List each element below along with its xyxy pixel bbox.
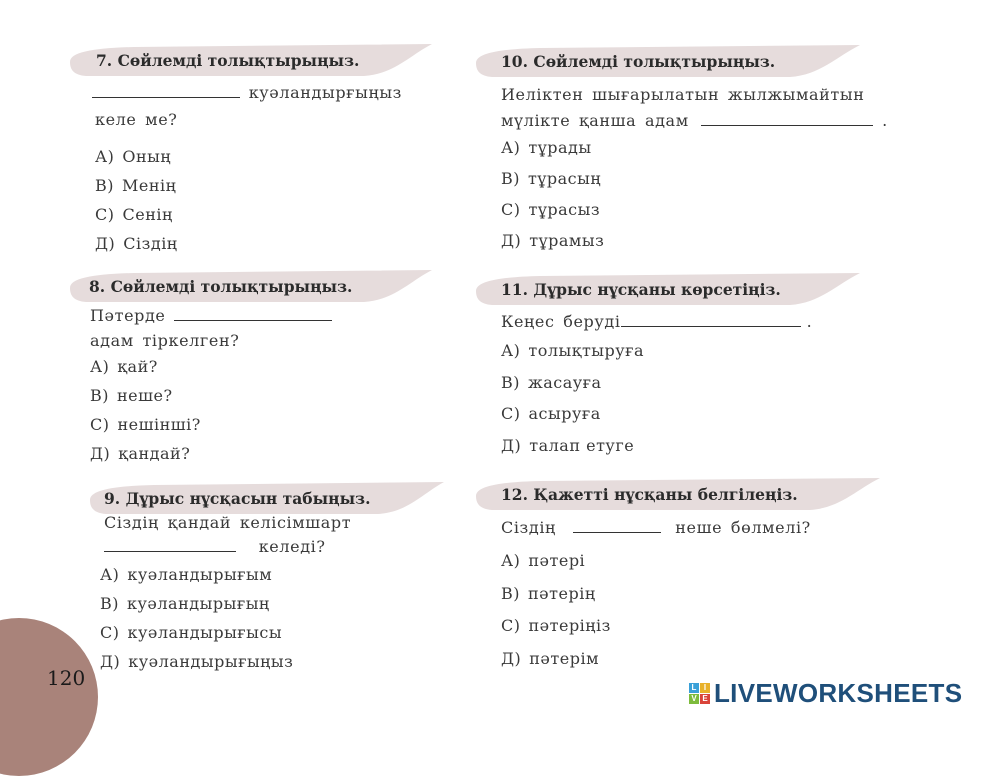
q7-title: 7. Сөйлемді толықтырыңыз. <box>96 51 360 70</box>
q7-option-c[interactable]: С) Сенің <box>95 205 173 224</box>
q10-line2-end: . <box>882 111 888 130</box>
q11-line1 <box>501 312 812 331</box>
q11-option-d[interactable]: Д) талап етуге <box>501 436 635 455</box>
q9-title: 9. Дұрыс нұсқасын табыңыз. <box>104 489 371 508</box>
liveworksheets-wordmark: LIVEWORKSHEETS <box>714 677 963 708</box>
q10-line2-text: мүлікте қанша адам <box>501 111 689 130</box>
q9-line2 <box>104 537 326 556</box>
liveworksheets-logo-icon: L I V E <box>689 683 710 704</box>
q12-answer-blank[interactable] <box>573 531 661 533</box>
q12-option-d[interactable]: Д) пәтерім <box>501 649 600 668</box>
q8-line2: адам тіркелген? <box>90 331 240 350</box>
q9-option-d[interactable]: Д) куәландырығыңыз <box>100 652 294 671</box>
q12-option-a[interactable]: А) пәтері <box>501 551 586 570</box>
q9-header-banner <box>84 482 446 516</box>
q11-option-a[interactable]: А) толықтыруға <box>501 341 645 360</box>
q10-option-b[interactable]: В) тұрасың <box>501 169 602 188</box>
page-number: 120 <box>47 666 86 690</box>
q10-option-c[interactable]: С) тұрасыз <box>501 200 601 219</box>
q10-option-a[interactable]: А) тұрады <box>501 138 592 157</box>
q12-line1-text: Сіздің <box>501 518 556 537</box>
q8-option-a[interactable]: А) қай? <box>90 357 158 376</box>
q12-header-banner <box>470 478 882 512</box>
q7-line2: келе ме? <box>95 110 178 129</box>
q7-header-banner <box>64 44 434 78</box>
q12-title: 12. Қажетті нұсқаны белгілеңіз. <box>501 485 798 504</box>
q11-title: 11. Дұрыс нұсқаны көрсетіңіз. <box>501 280 781 299</box>
q11-header-banner <box>470 273 862 307</box>
q8-title: 8. Сөйлемді толықтырыңыз. <box>89 277 353 296</box>
q7-option-b[interactable]: В) Менің <box>95 176 177 195</box>
q7-line1-text: куәландырғыңыз <box>248 83 402 102</box>
page-number-circle <box>0 618 98 776</box>
q11-answer-blank[interactable] <box>621 325 801 327</box>
q9-option-b[interactable]: В) куәландырығың <box>100 594 270 613</box>
q10-title: 10. Сөйлемді толықтырыңыз. <box>501 52 776 71</box>
q9-line1: Сіздің қандай келісімшарт <box>104 513 352 532</box>
q8-answer-blank[interactable] <box>174 319 332 321</box>
q11-option-c[interactable]: С) асыруға <box>501 404 601 423</box>
q12-option-b[interactable]: В) пәтерің <box>501 584 596 603</box>
q10-header-banner <box>470 45 862 79</box>
q7-option-a[interactable]: А) Оның <box>95 147 172 166</box>
q11-line1-text: Кеңес беруді <box>501 312 621 331</box>
q11-line1-end: . <box>806 312 813 331</box>
q12-line1-after: неше бөлмелі? <box>675 518 811 537</box>
q8-line1 <box>90 306 332 325</box>
q8-header-banner <box>64 270 434 304</box>
q10-line1: Иеліктен шығарылатын жылжымайтын <box>501 85 865 104</box>
q11-option-b[interactable]: В) жасауға <box>501 373 602 392</box>
q10-line2 <box>501 111 888 130</box>
q9-option-c[interactable]: С) куәландырығысы <box>100 623 283 642</box>
q12-option-c[interactable]: С) пәтеріңіз <box>501 616 611 635</box>
q8-option-c[interactable]: С) нешінші? <box>90 415 201 434</box>
q9-answer-blank[interactable] <box>104 550 236 552</box>
q8-option-b[interactable]: В) неше? <box>90 386 173 405</box>
q7-option-d[interactable]: Д) Сіздің <box>95 234 178 253</box>
q10-option-d[interactable]: Д) тұрамыз <box>501 231 605 250</box>
q8-option-d[interactable]: Д) қандай? <box>90 444 191 463</box>
liveworksheets-logo[interactable] <box>689 678 962 708</box>
q10-answer-blank[interactable] <box>701 124 873 126</box>
q8-line1-text: Пәтерде <box>90 306 166 325</box>
q9-option-a[interactable]: А) куәландырығым <box>100 565 273 584</box>
q12-line1 <box>501 518 811 537</box>
q7-answer-blank[interactable] <box>92 96 240 98</box>
q9-line2-text: келеді? <box>258 537 326 556</box>
q7-line1 <box>92 83 402 102</box>
